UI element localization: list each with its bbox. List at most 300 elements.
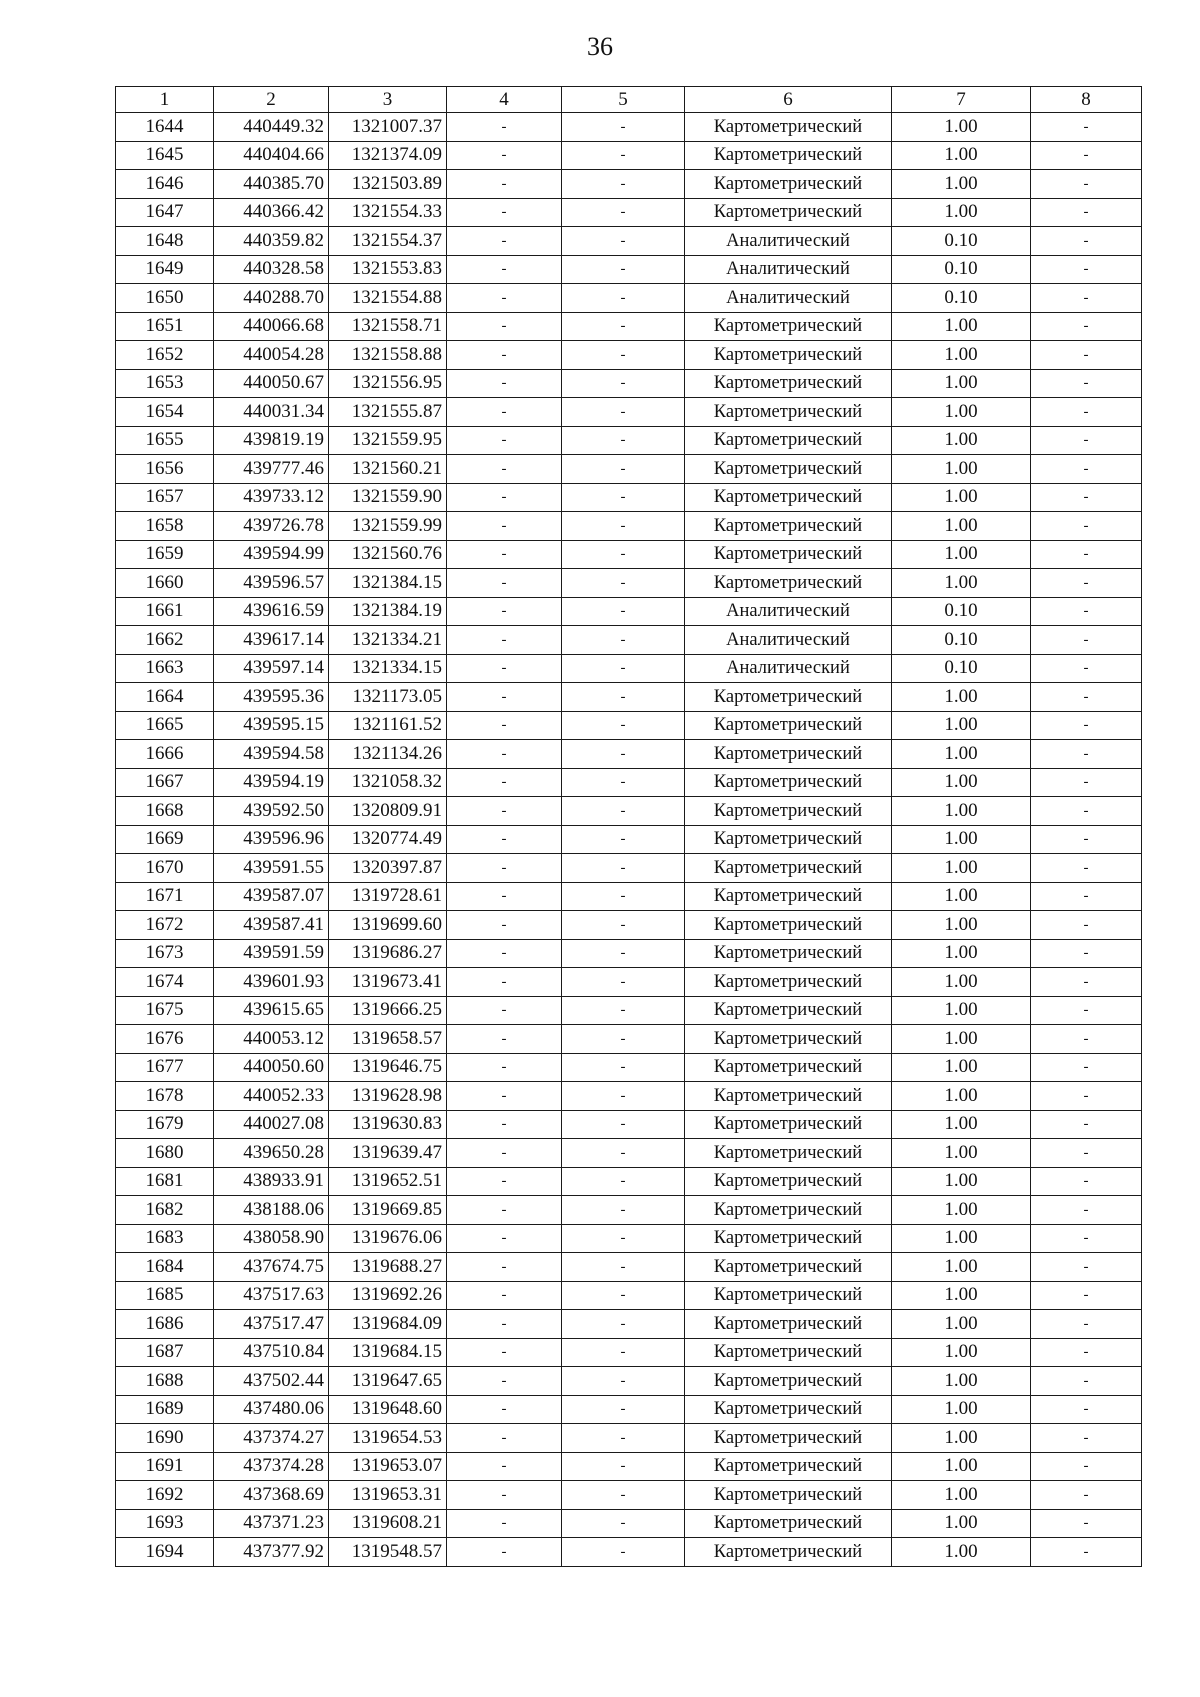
x-coordinate-cell: 439587.41 (214, 911, 329, 940)
col4-cell: - (447, 341, 562, 370)
col5-cell: - (562, 968, 685, 997)
point-number-cell: 1654 (116, 398, 214, 427)
method-cell: Картометрический (685, 341, 892, 370)
col8-cell: - (1031, 1452, 1142, 1481)
table-row (116, 540, 1142, 569)
column-header: 8 (1031, 87, 1142, 113)
col4-cell: - (447, 113, 562, 142)
method-cell: Картометрический (685, 426, 892, 455)
accuracy-cell: 1.00 (892, 968, 1031, 997)
col5-cell: - (562, 341, 685, 370)
method-cell: Картометрический (685, 968, 892, 997)
accuracy-cell: 1.00 (892, 113, 1031, 142)
col8-cell: - (1031, 455, 1142, 484)
point-number-cell: 1671 (116, 882, 214, 911)
col5-cell: - (562, 654, 685, 683)
col4-cell: - (447, 968, 562, 997)
col8-cell: - (1031, 1167, 1142, 1196)
col5-cell: - (562, 1110, 685, 1139)
method-cell: Аналитический (685, 284, 892, 313)
method-cell: Картометрический (685, 1139, 892, 1168)
method-cell: Картометрический (685, 1424, 892, 1453)
method-cell: Картометрический (685, 540, 892, 569)
col4-cell: - (447, 854, 562, 883)
table-row (116, 683, 1142, 712)
method-cell: Картометрический (685, 1538, 892, 1567)
col4-cell: - (447, 1025, 562, 1054)
table-row (116, 170, 1142, 199)
table-row (116, 1167, 1142, 1196)
point-number-cell: 1673 (116, 939, 214, 968)
table-row (116, 1224, 1142, 1253)
accuracy-cell: 1.00 (892, 911, 1031, 940)
col5-cell: - (562, 170, 685, 199)
accuracy-cell: 0.10 (892, 654, 1031, 683)
col4-cell: - (447, 1481, 562, 1510)
point-number-cell: 1660 (116, 569, 214, 598)
method-cell: Аналитический (685, 597, 892, 626)
col5-cell: - (562, 113, 685, 142)
method-cell: Картометрический (685, 312, 892, 341)
col8-cell: - (1031, 683, 1142, 712)
method-cell: Картометрический (685, 141, 892, 170)
col4-cell: - (447, 1082, 562, 1111)
col4-cell: - (447, 1196, 562, 1225)
accuracy-cell: 1.00 (892, 398, 1031, 427)
table-row (116, 1053, 1142, 1082)
method-cell: Аналитический (685, 626, 892, 655)
col5-cell: - (562, 1509, 685, 1538)
point-number-cell: 1680 (116, 1139, 214, 1168)
col4-cell: - (447, 1338, 562, 1367)
x-coordinate-cell: 440385.70 (214, 170, 329, 199)
column-header: 5 (562, 87, 685, 113)
x-coordinate-cell: 439592.50 (214, 797, 329, 826)
accuracy-cell: 1.00 (892, 341, 1031, 370)
table-row (116, 1281, 1142, 1310)
x-coordinate-cell: 440366.42 (214, 198, 329, 227)
col4-cell: - (447, 597, 562, 626)
x-coordinate-cell: 439615.65 (214, 996, 329, 1025)
table-row (116, 939, 1142, 968)
col5-cell: - (562, 825, 685, 854)
accuracy-cell: 0.10 (892, 227, 1031, 256)
x-coordinate-cell: 440053.12 (214, 1025, 329, 1054)
method-cell: Картометрический (685, 1481, 892, 1510)
method-cell: Картометрический (685, 369, 892, 398)
x-coordinate-cell: 438058.90 (214, 1224, 329, 1253)
y-coordinate-cell: 1319646.75 (329, 1053, 447, 1082)
accuracy-cell: 1.00 (892, 369, 1031, 398)
table-row (116, 968, 1142, 997)
x-coordinate-cell: 438933.91 (214, 1167, 329, 1196)
x-coordinate-cell: 439617.14 (214, 626, 329, 655)
y-coordinate-cell: 1319654.53 (329, 1424, 447, 1453)
method-cell: Картометрический (685, 1395, 892, 1424)
x-coordinate-cell: 439601.93 (214, 968, 329, 997)
col5-cell: - (562, 1167, 685, 1196)
x-coordinate-cell: 439733.12 (214, 483, 329, 512)
col4-cell: - (447, 170, 562, 199)
point-number-cell: 1647 (116, 198, 214, 227)
x-coordinate-cell: 437502.44 (214, 1367, 329, 1396)
point-number-cell: 1670 (116, 854, 214, 883)
y-coordinate-cell: 1320397.87 (329, 854, 447, 883)
method-cell: Картометрический (685, 939, 892, 968)
accuracy-cell: 1.00 (892, 1196, 1031, 1225)
table-row (116, 1196, 1142, 1225)
point-number-cell: 1694 (116, 1538, 214, 1567)
col8-cell: - (1031, 1139, 1142, 1168)
y-coordinate-cell: 1319647.65 (329, 1367, 447, 1396)
col4-cell: - (447, 1310, 562, 1339)
x-coordinate-cell: 437674.75 (214, 1253, 329, 1282)
table-row (116, 854, 1142, 883)
y-coordinate-cell: 1319658.57 (329, 1025, 447, 1054)
accuracy-cell: 1.00 (892, 455, 1031, 484)
col8-cell: - (1031, 1338, 1142, 1367)
table-row (116, 1139, 1142, 1168)
column-header: 6 (685, 87, 892, 113)
accuracy-cell: 1.00 (892, 1538, 1031, 1567)
x-coordinate-cell: 439595.15 (214, 711, 329, 740)
col8-cell: - (1031, 398, 1142, 427)
point-number-cell: 1675 (116, 996, 214, 1025)
col5-cell: - (562, 939, 685, 968)
col5-cell: - (562, 1395, 685, 1424)
point-number-cell: 1662 (116, 626, 214, 655)
point-number-cell: 1653 (116, 369, 214, 398)
x-coordinate-cell: 437374.27 (214, 1424, 329, 1453)
x-coordinate-cell: 437374.28 (214, 1452, 329, 1481)
accuracy-cell: 1.00 (892, 1110, 1031, 1139)
y-coordinate-cell: 1319653.31 (329, 1481, 447, 1510)
accuracy-cell: 1.00 (892, 882, 1031, 911)
table-row (116, 1395, 1142, 1424)
y-coordinate-cell: 1321503.89 (329, 170, 447, 199)
col8-cell: - (1031, 255, 1142, 284)
col4-cell: - (447, 711, 562, 740)
col4-cell: - (447, 1139, 562, 1168)
table-row (116, 341, 1142, 370)
table-row (116, 797, 1142, 826)
method-cell: Картометрический (685, 768, 892, 797)
point-number-cell: 1645 (116, 141, 214, 170)
y-coordinate-cell: 1321374.09 (329, 141, 447, 170)
method-cell: Картометрический (685, 1025, 892, 1054)
method-cell: Картометрический (685, 882, 892, 911)
accuracy-cell: 1.00 (892, 1253, 1031, 1282)
col8-cell: - (1031, 597, 1142, 626)
col4-cell: - (447, 1452, 562, 1481)
y-coordinate-cell: 1321554.33 (329, 198, 447, 227)
y-coordinate-cell: 1321384.15 (329, 569, 447, 598)
accuracy-cell: 1.00 (892, 540, 1031, 569)
accuracy-cell: 1.00 (892, 711, 1031, 740)
accuracy-cell: 1.00 (892, 1481, 1031, 1510)
col4-cell: - (447, 1224, 562, 1253)
point-number-cell: 1676 (116, 1025, 214, 1054)
y-coordinate-cell: 1319728.61 (329, 882, 447, 911)
col4-cell: - (447, 1110, 562, 1139)
table-row (116, 483, 1142, 512)
y-coordinate-cell: 1319548.57 (329, 1538, 447, 1567)
col8-cell: - (1031, 768, 1142, 797)
col5-cell: - (562, 1310, 685, 1339)
point-number-cell: 1669 (116, 825, 214, 854)
y-coordinate-cell: 1321559.99 (329, 512, 447, 541)
col4-cell: - (447, 483, 562, 512)
col8-cell: - (1031, 426, 1142, 455)
column-header: 3 (329, 87, 447, 113)
point-number-cell: 1651 (116, 312, 214, 341)
y-coordinate-cell: 1321334.15 (329, 654, 447, 683)
table-row (116, 1253, 1142, 1282)
point-number-cell: 1692 (116, 1481, 214, 1510)
col5-cell: - (562, 569, 685, 598)
point-number-cell: 1649 (116, 255, 214, 284)
y-coordinate-cell: 1319653.07 (329, 1452, 447, 1481)
method-cell: Картометрический (685, 683, 892, 712)
method-cell: Картометрический (685, 113, 892, 142)
y-coordinate-cell: 1321560.76 (329, 540, 447, 569)
y-coordinate-cell: 1319692.26 (329, 1281, 447, 1310)
col4-cell: - (447, 626, 562, 655)
accuracy-cell: 1.00 (892, 426, 1031, 455)
accuracy-cell: 1.00 (892, 198, 1031, 227)
accuracy-cell: 1.00 (892, 768, 1031, 797)
y-coordinate-cell: 1319648.60 (329, 1395, 447, 1424)
method-cell: Картометрический (685, 1253, 892, 1282)
accuracy-cell: 1.00 (892, 1424, 1031, 1453)
col4-cell: - (447, 455, 562, 484)
accuracy-cell: 1.00 (892, 170, 1031, 199)
y-coordinate-cell: 1319673.41 (329, 968, 447, 997)
col4-cell: - (447, 569, 562, 598)
point-number-cell: 1683 (116, 1224, 214, 1253)
col4-cell: - (447, 1424, 562, 1453)
col8-cell: - (1031, 968, 1142, 997)
col8-cell: - (1031, 1281, 1142, 1310)
col8-cell: - (1031, 1395, 1142, 1424)
col4-cell: - (447, 512, 562, 541)
point-number-cell: 1652 (116, 341, 214, 370)
method-cell: Аналитический (685, 255, 892, 284)
col5-cell: - (562, 255, 685, 284)
y-coordinate-cell: 1321558.71 (329, 312, 447, 341)
col4-cell: - (447, 369, 562, 398)
table-row (116, 369, 1142, 398)
col4-cell: - (447, 683, 562, 712)
x-coordinate-cell: 440066.68 (214, 312, 329, 341)
table-row (116, 654, 1142, 683)
x-coordinate-cell: 437480.06 (214, 1395, 329, 1424)
col8-cell: - (1031, 854, 1142, 883)
x-coordinate-cell: 440052.33 (214, 1082, 329, 1111)
col5-cell: - (562, 455, 685, 484)
point-number-cell: 1678 (116, 1082, 214, 1111)
col5-cell: - (562, 854, 685, 883)
y-coordinate-cell: 1319628.98 (329, 1082, 447, 1111)
x-coordinate-cell: 439595.36 (214, 683, 329, 712)
x-coordinate-cell: 439591.55 (214, 854, 329, 883)
accuracy-cell: 1.00 (892, 1509, 1031, 1538)
point-number-cell: 1689 (116, 1395, 214, 1424)
col5-cell: - (562, 1424, 685, 1453)
y-coordinate-cell: 1319639.47 (329, 1139, 447, 1168)
method-cell: Картометрический (685, 1053, 892, 1082)
y-coordinate-cell: 1321554.88 (329, 284, 447, 313)
y-coordinate-cell: 1319666.25 (329, 996, 447, 1025)
col5-cell: - (562, 312, 685, 341)
method-cell: Аналитический (685, 654, 892, 683)
method-cell: Картометрический (685, 740, 892, 769)
col4-cell: - (447, 882, 562, 911)
point-number-cell: 1681 (116, 1167, 214, 1196)
accuracy-cell: 1.00 (892, 1139, 1031, 1168)
col8-cell: - (1031, 711, 1142, 740)
point-number-cell: 1661 (116, 597, 214, 626)
y-coordinate-cell: 1319676.06 (329, 1224, 447, 1253)
col8-cell: - (1031, 284, 1142, 313)
x-coordinate-cell: 437510.84 (214, 1338, 329, 1367)
col5-cell: - (562, 227, 685, 256)
y-coordinate-cell: 1321134.26 (329, 740, 447, 769)
col8-cell: - (1031, 1025, 1142, 1054)
method-cell: Картометрический (685, 996, 892, 1025)
method-cell: Картометрический (685, 1167, 892, 1196)
col5-cell: - (562, 882, 685, 911)
y-coordinate-cell: 1321559.90 (329, 483, 447, 512)
x-coordinate-cell: 440027.08 (214, 1110, 329, 1139)
table-row (116, 911, 1142, 940)
x-coordinate-cell: 439650.28 (214, 1139, 329, 1168)
y-coordinate-cell: 1319684.15 (329, 1338, 447, 1367)
table-body (116, 113, 1142, 1567)
method-cell: Картометрический (685, 1082, 892, 1111)
method-cell: Картометрический (685, 1196, 892, 1225)
column-header: 7 (892, 87, 1031, 113)
y-coordinate-cell: 1319630.83 (329, 1110, 447, 1139)
col4-cell: - (447, 768, 562, 797)
col4-cell: - (447, 540, 562, 569)
x-coordinate-cell: 439594.19 (214, 768, 329, 797)
x-coordinate-cell: 439596.57 (214, 569, 329, 598)
table-row (116, 1310, 1142, 1339)
table-row (116, 711, 1142, 740)
table-row (116, 768, 1142, 797)
col4-cell: - (447, 1538, 562, 1567)
x-coordinate-cell: 440328.58 (214, 255, 329, 284)
col4-cell: - (447, 1167, 562, 1196)
x-coordinate-cell: 439616.59 (214, 597, 329, 626)
method-cell: Картометрический (685, 483, 892, 512)
accuracy-cell: 1.00 (892, 1167, 1031, 1196)
table-row (116, 284, 1142, 313)
point-number-cell: 1664 (116, 683, 214, 712)
table-header (116, 87, 1142, 113)
col4-cell: - (447, 996, 562, 1025)
col8-cell: - (1031, 483, 1142, 512)
x-coordinate-cell: 439591.59 (214, 939, 329, 968)
coordinates-table (115, 86, 1142, 1567)
table-row (116, 597, 1142, 626)
x-coordinate-cell: 437371.23 (214, 1509, 329, 1538)
col8-cell: - (1031, 1082, 1142, 1111)
table-row (116, 113, 1142, 142)
col4-cell: - (447, 654, 562, 683)
x-coordinate-cell: 440288.70 (214, 284, 329, 313)
point-number-cell: 1674 (116, 968, 214, 997)
point-number-cell: 1687 (116, 1338, 214, 1367)
accuracy-cell: 1.00 (892, 1224, 1031, 1253)
point-number-cell: 1656 (116, 455, 214, 484)
y-coordinate-cell: 1321555.87 (329, 398, 447, 427)
col8-cell: - (1031, 113, 1142, 142)
point-number-cell: 1668 (116, 797, 214, 826)
col4-cell: - (447, 740, 562, 769)
accuracy-cell: 1.00 (892, 854, 1031, 883)
col8-cell: - (1031, 939, 1142, 968)
y-coordinate-cell: 1320774.49 (329, 825, 447, 854)
accuracy-cell: 1.00 (892, 1082, 1031, 1111)
accuracy-cell: 1.00 (892, 1281, 1031, 1310)
col5-cell: - (562, 768, 685, 797)
method-cell: Картометрический (685, 1224, 892, 1253)
point-number-cell: 1665 (116, 711, 214, 740)
col4-cell: - (447, 312, 562, 341)
col5-cell: - (562, 626, 685, 655)
col4-cell: - (447, 911, 562, 940)
method-cell: Картометрический (685, 1509, 892, 1538)
col5-cell: - (562, 1338, 685, 1367)
table-row (116, 1481, 1142, 1510)
col8-cell: - (1031, 1310, 1142, 1339)
col5-cell: - (562, 1053, 685, 1082)
method-cell: Картометрический (685, 198, 892, 227)
table-row (116, 141, 1142, 170)
point-number-cell: 1657 (116, 483, 214, 512)
col8-cell: - (1031, 569, 1142, 598)
accuracy-cell: 1.00 (892, 1452, 1031, 1481)
x-coordinate-cell: 440031.34 (214, 398, 329, 427)
table-row (116, 398, 1142, 427)
col8-cell: - (1031, 1110, 1142, 1139)
col8-cell: - (1031, 141, 1142, 170)
col4-cell: - (447, 1281, 562, 1310)
accuracy-cell: 1.00 (892, 569, 1031, 598)
col4-cell: - (447, 797, 562, 826)
col4-cell: - (447, 1395, 562, 1424)
accuracy-cell: 1.00 (892, 797, 1031, 826)
x-coordinate-cell: 439594.58 (214, 740, 329, 769)
y-coordinate-cell: 1321553.83 (329, 255, 447, 284)
col4-cell: - (447, 141, 562, 170)
col5-cell: - (562, 284, 685, 313)
table-row (116, 227, 1142, 256)
y-coordinate-cell: 1321058.32 (329, 768, 447, 797)
method-cell: Картометрический (685, 512, 892, 541)
col8-cell: - (1031, 1509, 1142, 1538)
point-number-cell: 1691 (116, 1452, 214, 1481)
accuracy-cell: 1.00 (892, 996, 1031, 1025)
col5-cell: - (562, 1253, 685, 1282)
col5-cell: - (562, 483, 685, 512)
table-row (116, 882, 1142, 911)
table-row (116, 996, 1142, 1025)
col5-cell: - (562, 426, 685, 455)
accuracy-cell: 0.10 (892, 284, 1031, 313)
